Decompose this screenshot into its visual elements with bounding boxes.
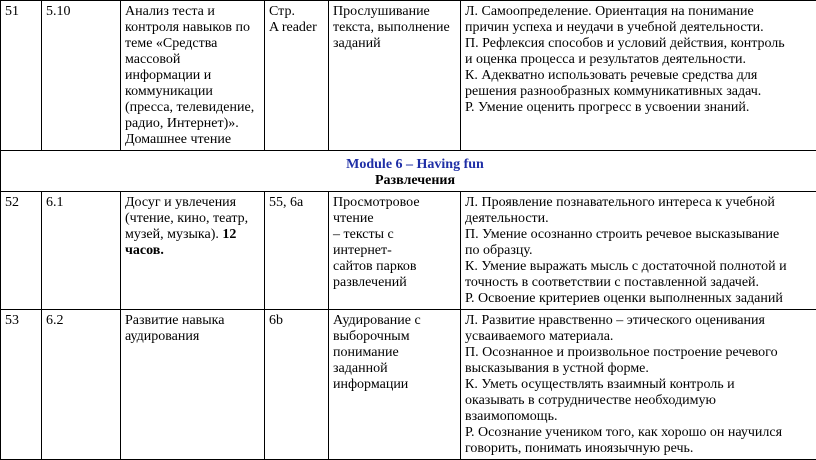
topic-line: радио, Интернет)».: [125, 116, 260, 132]
table-row-51: [1, 1, 816, 151]
lesson-topic-cell: [121, 1, 265, 151]
activity-line: развлечений: [333, 275, 456, 291]
topic-line: Досуг и увлечения: [125, 195, 260, 211]
activity-line: выборочным: [333, 329, 456, 345]
result-line: решения разнообразных коммуникативных задач.: [465, 84, 816, 100]
topic-line: информации и: [125, 68, 260, 84]
activity-line: Аудирование с: [333, 313, 456, 329]
result-line: Р. Умение оценить прогресс в усвоении знаний.: [465, 100, 816, 116]
result-line: оказывать в сотрудничестве необходимую: [465, 393, 816, 409]
topic-line: массовой: [125, 52, 260, 68]
activity-line: Просмотровое чтение: [333, 195, 456, 227]
activity-line: сайтов парков: [333, 259, 456, 275]
lesson-code: 6.1: [46, 195, 64, 210]
learning-results-cell: [461, 192, 816, 310]
topic-line: аудирования: [125, 329, 260, 345]
activity-cell: [329, 1, 461, 151]
topic-line: Домашнее чтение: [125, 132, 260, 148]
result-line: Р. Освоение критериев оценки выполненных заданий: [465, 291, 816, 307]
result-line: по образцу.: [465, 243, 816, 259]
result-line: Р. Осознание учеником того, как хорошо он научился: [465, 425, 816, 441]
page-ref-cell: [265, 310, 329, 460]
module-header-cell: [1, 151, 816, 192]
page-ref-line: 6b: [269, 313, 324, 329]
result-line: причин успеха и неудачи в учебной деятельности.: [465, 20, 816, 36]
activity-line: – тексты с интернет-: [333, 227, 456, 259]
activity-line: Прослушивание: [333, 4, 456, 20]
table-row-52: [1, 192, 816, 310]
result-line: взаимопомощь.: [465, 409, 816, 425]
topic-line: (пресса, телевидение,: [125, 100, 260, 116]
page-ref-line: Стр.: [269, 4, 324, 20]
module-title: Module 6 – Having fun: [5, 157, 816, 173]
lesson-code-cell: [42, 192, 121, 310]
module-subtitle: Развлечения: [5, 173, 816, 189]
topic-line: (чтение, кино, театр,: [125, 211, 260, 227]
table-row-53: [1, 310, 816, 460]
topic-hours: 12: [222, 227, 236, 242]
lesson-number-cell: [1, 1, 42, 151]
activity-cell: [329, 192, 461, 310]
result-line: П. Умение осознанно строить речевое высказывание: [465, 227, 816, 243]
topic-line: коммуникации: [125, 84, 260, 100]
topic-line: Анализ теста и: [125, 4, 260, 20]
activity-line: информации: [333, 377, 456, 393]
lesson-number-cell: [1, 310, 42, 460]
lesson-number-cell: [1, 192, 42, 310]
result-line: К. Умение выражать мысль с достаточной полнотой и: [465, 259, 816, 275]
learning-results-cell: [461, 310, 816, 460]
topic-hours-unit: часов.: [125, 243, 260, 259]
lesson-code: 5.10: [46, 4, 71, 19]
topic-line: Развитие навыка: [125, 313, 260, 329]
result-line: Л. Проявление познавательного интереса к учебной: [465, 195, 816, 211]
lesson-number: 53: [5, 313, 19, 328]
learning-results-cell: [461, 1, 816, 151]
page-ref-line: A reader: [269, 20, 324, 36]
page-ref-cell: [265, 192, 329, 310]
module-header-row: [1, 151, 816, 192]
result-line: усваиваемого материала.: [465, 329, 816, 345]
activity-line: текста, выполнение: [333, 20, 456, 36]
result-line: деятельности.: [465, 211, 816, 227]
result-line: Л. Самоопределение. Ориентация на понимание: [465, 4, 816, 20]
activity-cell: [329, 310, 461, 460]
topic-line: контроля навыков по: [125, 20, 260, 36]
lesson-code-cell: [42, 1, 121, 151]
result-line: высказывания в устной форме.: [465, 361, 816, 377]
lesson-code-cell: [42, 310, 121, 460]
lesson-topic-cell: [121, 310, 265, 460]
topic-line: [125, 227, 260, 243]
lesson-topic-cell: [121, 192, 265, 310]
result-line: П. Осознанное и произвольное построение речевого: [465, 345, 816, 361]
lesson-code: 6.2: [46, 313, 64, 328]
result-line: К. Уметь осуществлять взаимный контроль и: [465, 377, 816, 393]
result-line: П. Рефлексия способов и условий действия, контроль: [465, 36, 816, 52]
result-line: К. Адекватно использовать речевые средства для: [465, 68, 816, 84]
lesson-number: 52: [5, 195, 19, 210]
result-line: Л. Развитие нравственно – этического оценивания: [465, 313, 816, 329]
lesson-number: 51: [5, 4, 19, 19]
page-ref-line: 55, 6a: [269, 195, 324, 211]
activity-line: заданий: [333, 36, 456, 52]
result-line: говорить, понимать иноязычную речь.: [465, 441, 816, 457]
result-line: точность в соответствии с поставленной задачей.: [465, 275, 816, 291]
page-ref-cell: [265, 1, 329, 151]
topic-line: теме «Средства: [125, 36, 260, 52]
activity-line: понимание заданной: [333, 345, 456, 377]
result-line: и оценка процесса и результатов деятельности.: [465, 52, 816, 68]
topic-text: музей, музыка).: [125, 227, 222, 242]
